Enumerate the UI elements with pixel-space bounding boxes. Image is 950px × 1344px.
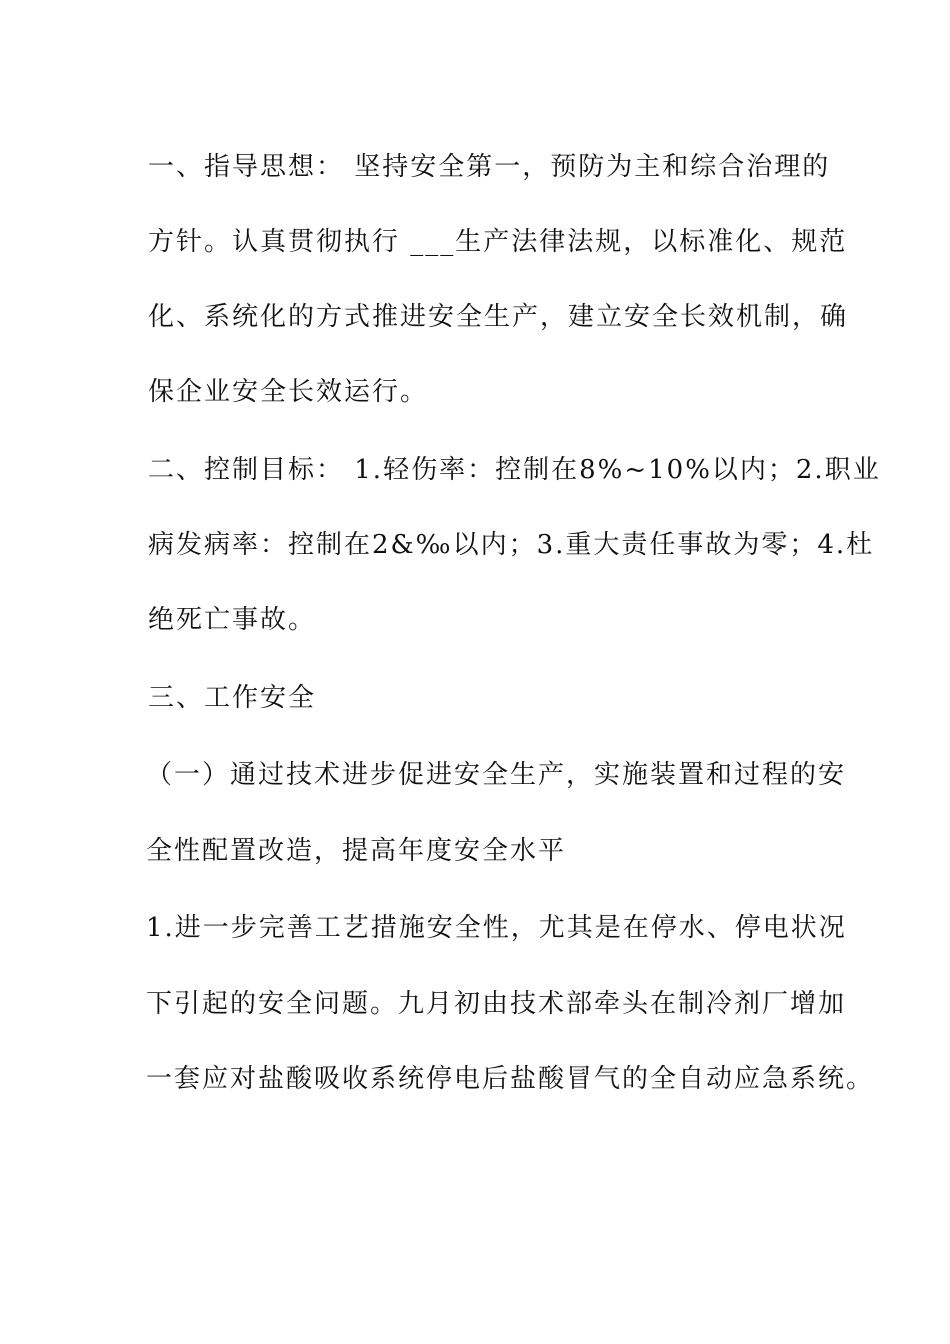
paragraph-1-line-2: 方针。认真贯彻执行 ___生产法律法规，以标准化、规范 xyxy=(148,227,848,257)
subsection-1-line-2: 全性配置改造，提高年度安全水平 xyxy=(146,836,567,866)
paragraph-2-line-1: 二、控制目标： 1.轻伤率：控制在8%~10%以内；2.职业 xyxy=(148,455,881,485)
paragraph-1-line-3: 化、系统化的方式推进安全生产，建立安全长效机制，确 xyxy=(148,302,849,332)
section-heading-3: 三、工作安全 xyxy=(148,683,317,713)
paragraph-1-line-4: 保企业安全长效运行。 xyxy=(148,377,429,407)
paragraph-2-line-3: 绝死亡事故。 xyxy=(148,605,317,635)
paragraph-1-line-1: 一、指导思想： 坚持安全第一，预防为主和综合治理的 xyxy=(148,152,831,182)
item-1-line-3: 一套应对盐酸吸收系统停电后盐酸冒气的全自动应急系统。 xyxy=(146,1064,875,1094)
subsection-1-line-1: （一）通过技术进步促进安全生产，实施装置和过程的安 xyxy=(146,760,847,790)
item-1-line-2: 下引起的安全问题。九月初由技术部牵头在制冷剂厂增加 xyxy=(146,989,847,1019)
paragraph-2-line-2: 病发病率：控制在2&‰以内；3.重大责任事故为零；4.杜 xyxy=(148,530,875,560)
item-1-line-1: 1.进一步完善工艺措施安全性，尤其是在停水、停电状况 xyxy=(146,913,847,943)
